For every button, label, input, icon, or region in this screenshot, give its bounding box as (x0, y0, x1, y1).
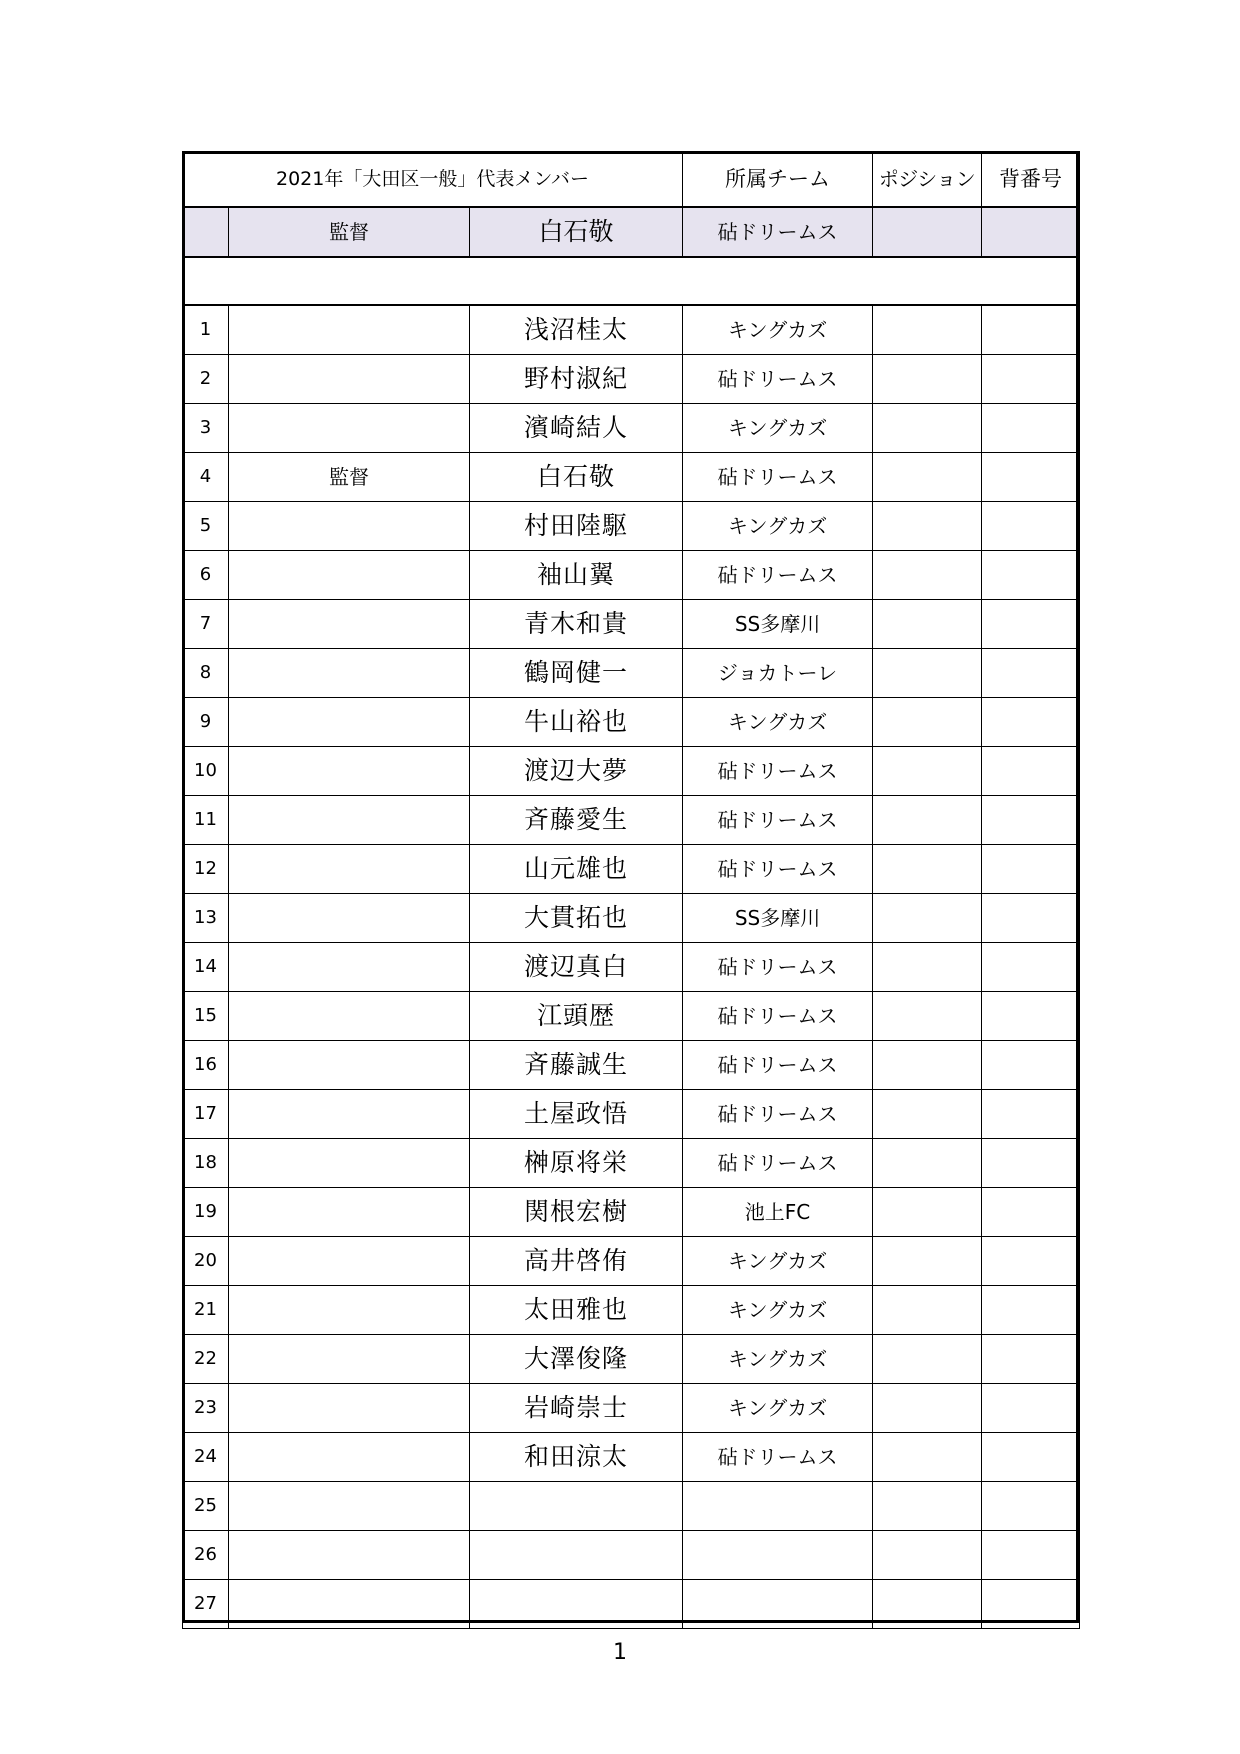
player-position-cell (873, 845, 982, 894)
player-name: 高井啓侑 (470, 1237, 683, 1286)
player-name: 太田雅也 (470, 1286, 683, 1335)
player-role (229, 1531, 470, 1580)
player-role (229, 1188, 470, 1237)
player-team: ジョカトーレ (683, 649, 873, 698)
row-number: 15 (183, 992, 229, 1041)
player-row (183, 502, 1080, 551)
player-position-cell (873, 600, 982, 649)
row-number: 3 (183, 404, 229, 453)
position-column-header: ポジション (873, 152, 982, 208)
player-name: 斉藤誠生 (470, 1041, 683, 1090)
row-number: 8 (183, 649, 229, 698)
player-role (229, 894, 470, 943)
player-position-cell (873, 1139, 982, 1188)
player-role (229, 1580, 470, 1629)
page-number: 1 (613, 1640, 627, 1665)
player-jersey-cell (982, 698, 1080, 747)
player-row (183, 1482, 1080, 1531)
player-jersey-cell (982, 1139, 1080, 1188)
player-role (229, 1286, 470, 1335)
row-number: 19 (183, 1188, 229, 1237)
row-number: 9 (183, 698, 229, 747)
player-team: 砧ドリームス (683, 747, 873, 796)
player-row (183, 747, 1080, 796)
player-row (183, 894, 1080, 943)
player-position-cell (873, 1090, 982, 1139)
player-jersey-cell (982, 1286, 1080, 1335)
player-team: キングカズ (683, 1335, 873, 1384)
player-name: 浅沼桂太 (470, 305, 683, 355)
player-team: キングカズ (683, 1237, 873, 1286)
player-name: 大貫拓也 (470, 894, 683, 943)
player-row (183, 698, 1080, 747)
player-row (183, 1090, 1080, 1139)
player-role: 監督 (229, 453, 470, 502)
player-row (183, 1139, 1080, 1188)
player-row (183, 1580, 1080, 1629)
number-column-header: 背番号 (982, 152, 1080, 208)
player-team: キングカズ (683, 1286, 873, 1335)
player-role (229, 796, 470, 845)
row-number: 21 (183, 1286, 229, 1335)
player-team: 砧ドリームス (683, 355, 873, 404)
player-position-cell (873, 894, 982, 943)
row-number: 22 (183, 1335, 229, 1384)
player-team: 砧ドリームス (683, 943, 873, 992)
row-number: 14 (183, 943, 229, 992)
player-position-cell (873, 1531, 982, 1580)
player-name: 斉藤愛生 (470, 796, 683, 845)
row-number: 10 (183, 747, 229, 796)
player-row (183, 992, 1080, 1041)
player-jersey-cell (982, 355, 1080, 404)
player-name: 青木和貴 (470, 600, 683, 649)
row-number: 23 (183, 1384, 229, 1433)
player-jersey-cell (982, 1531, 1080, 1580)
player-jersey-cell (982, 502, 1080, 551)
player-team: 砧ドリームス (683, 453, 873, 502)
player-position-cell (873, 1286, 982, 1335)
row-number: 25 (183, 1482, 229, 1531)
coach-name: 白石敬 (470, 207, 683, 257)
row-number: 27 (183, 1580, 229, 1629)
player-position-cell (873, 1580, 982, 1629)
player-team: キングカズ (683, 502, 873, 551)
player-name: 袖山翼 (470, 551, 683, 600)
player-position-cell (873, 1433, 982, 1482)
player-role (229, 551, 470, 600)
player-jersey-cell (982, 1041, 1080, 1090)
player-role (229, 1384, 470, 1433)
player-role (229, 698, 470, 747)
row-number: 5 (183, 502, 229, 551)
player-name: 渡辺大夢 (470, 747, 683, 796)
player-row (183, 1041, 1080, 1090)
player-position-cell (873, 1384, 982, 1433)
player-name: 白石敬 (470, 453, 683, 502)
player-position-cell (873, 796, 982, 845)
player-row (183, 453, 1080, 502)
player-role (229, 747, 470, 796)
player-jersey-cell (982, 1237, 1080, 1286)
player-jersey-cell (982, 404, 1080, 453)
row-number: 11 (183, 796, 229, 845)
player-team: キングカズ (683, 698, 873, 747)
player-name: 和田涼太 (470, 1433, 683, 1482)
player-row (183, 1433, 1080, 1482)
player-jersey-cell (982, 943, 1080, 992)
player-team: 砧ドリームス (683, 551, 873, 600)
row-number: 18 (183, 1139, 229, 1188)
spacer-row (183, 257, 1080, 305)
player-role (229, 502, 470, 551)
coach-jersey-cell (982, 207, 1080, 257)
player-jersey-cell (982, 1335, 1080, 1384)
player-role (229, 305, 470, 355)
player-position-cell (873, 551, 982, 600)
player-jersey-cell (982, 649, 1080, 698)
player-team: キングカズ (683, 404, 873, 453)
player-position-cell (873, 992, 982, 1041)
player-role (229, 1335, 470, 1384)
player-team: キングカズ (683, 1384, 873, 1433)
player-name: 渡辺真白 (470, 943, 683, 992)
coach-row (183, 207, 1080, 257)
player-team (683, 1580, 873, 1629)
player-position-cell (873, 1237, 982, 1286)
coach-number-cell (183, 207, 229, 257)
player-row (183, 600, 1080, 649)
player-name: 野村淑紀 (470, 355, 683, 404)
player-role (229, 600, 470, 649)
row-number: 17 (183, 1090, 229, 1139)
player-row (183, 551, 1080, 600)
player-jersey-cell (982, 992, 1080, 1041)
player-jersey-cell (982, 600, 1080, 649)
player-name: 関根宏樹 (470, 1188, 683, 1237)
player-row (183, 1384, 1080, 1433)
player-name: 鶴岡健一 (470, 649, 683, 698)
player-name: 榊原将栄 (470, 1139, 683, 1188)
player-jersey-cell (982, 1384, 1080, 1433)
player-team: 砧ドリームス (683, 992, 873, 1041)
player-team: 砧ドリームス (683, 796, 873, 845)
player-role (229, 1482, 470, 1531)
player-team (683, 1531, 873, 1580)
player-name (470, 1482, 683, 1531)
player-position-cell (873, 747, 982, 796)
player-jersey-cell (982, 1090, 1080, 1139)
player-position-cell (873, 1041, 982, 1090)
row-number: 6 (183, 551, 229, 600)
player-name: 牛山裕也 (470, 698, 683, 747)
player-name: 大澤俊隆 (470, 1335, 683, 1384)
player-role (229, 1139, 470, 1188)
player-name: 岩崎崇士 (470, 1384, 683, 1433)
player-name: 村田陸駆 (470, 502, 683, 551)
roster-table (182, 151, 1080, 1629)
coach-position-cell (873, 207, 982, 257)
player-role (229, 355, 470, 404)
player-name: 江頭歴 (470, 992, 683, 1041)
coach-role: 監督 (229, 207, 470, 257)
player-role (229, 992, 470, 1041)
player-row (183, 1531, 1080, 1580)
row-number: 1 (183, 305, 229, 355)
player-jersey-cell (982, 453, 1080, 502)
row-number: 24 (183, 1433, 229, 1482)
row-number: 7 (183, 600, 229, 649)
coach-team: 砧ドリームス (683, 207, 873, 257)
player-jersey-cell (982, 1433, 1080, 1482)
player-jersey-cell (982, 894, 1080, 943)
player-position-cell (873, 355, 982, 404)
player-name: 土屋政悟 (470, 1090, 683, 1139)
player-jersey-cell (982, 747, 1080, 796)
player-jersey-cell (982, 845, 1080, 894)
player-name: 濱崎結人 (470, 404, 683, 453)
row-number: 12 (183, 845, 229, 894)
header-row (183, 152, 1080, 208)
player-jersey-cell (982, 1482, 1080, 1531)
row-number: 16 (183, 1041, 229, 1090)
row-number: 26 (183, 1531, 229, 1580)
player-role (229, 845, 470, 894)
player-name (470, 1580, 683, 1629)
player-position-cell (873, 1188, 982, 1237)
player-row (183, 1335, 1080, 1384)
player-team (683, 1482, 873, 1531)
player-row (183, 1188, 1080, 1237)
player-row (183, 1286, 1080, 1335)
player-position-cell (873, 305, 982, 355)
player-position-cell (873, 502, 982, 551)
player-row (183, 649, 1080, 698)
player-name: 山元雄也 (470, 845, 683, 894)
player-row (183, 845, 1080, 894)
player-team: 池上FC (683, 1188, 873, 1237)
player-position-cell (873, 1335, 982, 1384)
player-team: 砧ドリームス (683, 1041, 873, 1090)
player-team: 砧ドリームス (683, 1139, 873, 1188)
player-role (229, 943, 470, 992)
player-team: SS多摩川 (683, 600, 873, 649)
player-team: キングカズ (683, 305, 873, 355)
player-role (229, 1090, 470, 1139)
spacer-cell (183, 257, 1080, 305)
player-name (470, 1531, 683, 1580)
document-title: 2021年「大田区一般」代表メンバー (183, 152, 683, 208)
player-position-cell (873, 1482, 982, 1531)
player-role (229, 1237, 470, 1286)
row-number: 20 (183, 1237, 229, 1286)
player-row (183, 943, 1080, 992)
row-number: 2 (183, 355, 229, 404)
player-position-cell (873, 943, 982, 992)
player-team: SS多摩川 (683, 894, 873, 943)
player-role (229, 1041, 470, 1090)
row-number: 4 (183, 453, 229, 502)
player-row (183, 355, 1080, 404)
player-row (183, 404, 1080, 453)
player-jersey-cell (982, 551, 1080, 600)
player-position-cell (873, 453, 982, 502)
player-position-cell (873, 404, 982, 453)
player-jersey-cell (982, 305, 1080, 355)
row-number: 13 (183, 894, 229, 943)
player-jersey-cell (982, 796, 1080, 845)
player-position-cell (873, 649, 982, 698)
player-role (229, 1433, 470, 1482)
player-row (183, 1237, 1080, 1286)
player-row (183, 796, 1080, 845)
player-jersey-cell (982, 1188, 1080, 1237)
player-team: 砧ドリームス (683, 1433, 873, 1482)
player-role (229, 649, 470, 698)
player-team: 砧ドリームス (683, 1090, 873, 1139)
player-team: 砧ドリームス (683, 845, 873, 894)
team-column-header: 所属チーム (683, 152, 873, 208)
player-row (183, 305, 1080, 355)
player-jersey-cell (982, 1580, 1080, 1629)
player-role (229, 404, 470, 453)
player-position-cell (873, 698, 982, 747)
